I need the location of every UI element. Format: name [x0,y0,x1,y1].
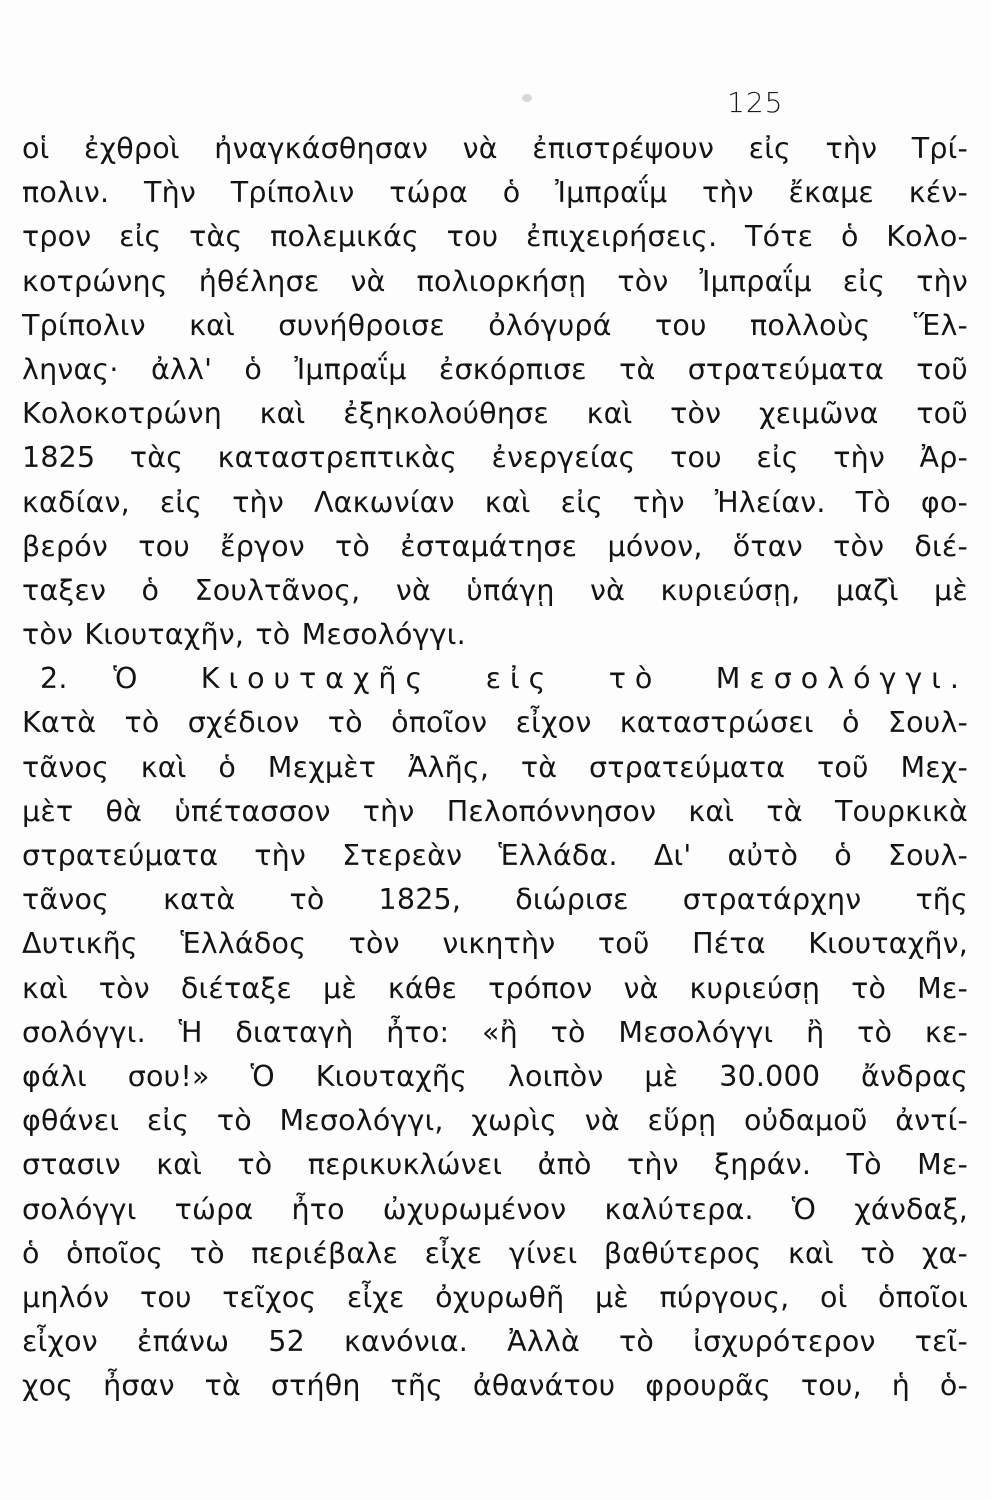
text-line: κοτρώνης ἠθέλησε νὰ πολιορκήσῃ τὸν Ἰμπραΐμ εἰς τὴν [22,264,968,298]
text-line: σολόγγι. Ἡ διαταγὴ ἦτο: «ἢ τὸ Μεσολόγγι ἢ τὸ κε- [22,1015,968,1049]
text-line: Δυτικῆς Ἑλλάδος τὸν νικητὴν τοῦ Πέτα Κιουταχῆν, [22,927,968,961]
text-line: τὸν Κιουταχῆν, τὸ Μεσολόγγι. [22,618,466,652]
section-title: Ὁ Κιουταχῆς εἰς τὸ Μεσολόγγι. [113,662,968,696]
text-line: φθάνει εἰς τὸ Μεσολόγγι, χωρὶς νὰ εὕρῃ οὐδαμοῦ ἀντί- [22,1104,968,1138]
text-line: Τρίπολιν καὶ συνήθροισε ὀλόγυρά του πολλοὺς Ἕλ- [22,308,968,342]
section-number: 2. [40,662,68,696]
text-line: εἶχον ἐπάνω 52 κανόνια. Ἀλλὰ τὸ ἰσχυρότερον τεῖ- [22,1325,968,1359]
text-line: Κατὰ τὸ σχέδιον τὸ ὁποῖον εἶχον καταστρώσει ὁ Σουλ- [22,706,968,740]
text-line: στρατεύματα τὴν Στερεὰν Ἑλλάδα. Δι' αὐτὸ ὁ Σουλ- [22,839,968,872]
text-line: σολόγγι τώρα ἦτο ὠχυρωμένον καλύτερα. Ὁ χάνδαξ, [22,1192,968,1226]
text-line: καδίαν, εἰς τὴν Λακωνίαν καὶ εἰς τὴν Ἠλείαν. Τὸ φο- [22,485,968,519]
text-line: μηλόν του τεῖχος εἶχε ὀχυρωθῆ μὲ πύργους, οἱ ὁποῖοι [22,1280,968,1314]
text-line: χος ἦσαν τὰ στήθη τῆς ἀθανάτου φρουρᾶς του, ἡ ὁ- [22,1369,968,1403]
text-line: τᾶνος κατὰ τὸ 1825, διώρισε στρατάρχην τῆς [22,883,968,917]
text-line: ὁ ὁποῖος τὸ περιέβαλε εἶχε γίνει βαθύτερος καὶ τὸ χα- [22,1236,968,1270]
section-heading [22,657,968,701]
page-number: 125 [727,86,784,119]
text-line: ληνας· ἀλλ' ὁ Ἰμπραΐμ ἐσκόρπισε τὰ στρατεύματα τοῦ [22,352,968,386]
text-line: πολιν. Τὴν Τρίπολιν τώρα ὁ Ἰμπραΐμ τὴν ἔκαμε κέν- [22,176,968,210]
text-line: οἱ ἐχθροὶ ἠναγκάσθησαν νὰ ἐπιστρέψουν εἰς τὴν Τρί- [22,132,968,165]
text-line: ταξεν ὁ Σουλτᾶνος, νὰ ὑπάγῃ νὰ κυριεύσῃ, μαζὶ μὲ [22,573,968,607]
text-line: φάλι σου!» Ὁ Κιουταχῆς λοιπὸν μὲ 30.000 ἄνδρας [22,1059,968,1093]
text-line: βερόν του ἔργον τὸ ἐσταμάτησε μόνον, ὅταν τὸν διέ- [22,529,968,563]
ink-blemish [522,94,532,102]
text-line: στασιν καὶ τὸ περικυκλώνει ἀπὸ τὴν ξηράν. Τὸ Με- [22,1148,968,1182]
text-line: τᾶνος καὶ ὁ Μεχμὲτ Ἀλῆς, τὰ στρατεύματα τοῦ Μεχ- [22,750,968,784]
text-line: καὶ τὸν διέταξε μὲ κάθε τρόπον νὰ κυριεύσῃ τὸ Με- [22,971,968,1005]
text-line: Κολοκοτρώνη καὶ ἐξηκολούθησε καὶ τὸν χειμῶνα τοῦ [22,397,968,431]
text-line: τρον εἰς τὰς πολεμικάς του ἐπιχειρήσεις. Τότε ὁ Κολο- [22,220,968,254]
body-text [22,127,968,1408]
text-line: 1825 τὰς καταστρεπτικὰς ἐνεργείας του εἰς τὴν Ἀρ- [22,441,968,475]
text-line: μὲτ θὰ ὑπέτασσον τὴν Πελοπόννησον καὶ τὰ Τουρκικὰ [22,794,968,828]
